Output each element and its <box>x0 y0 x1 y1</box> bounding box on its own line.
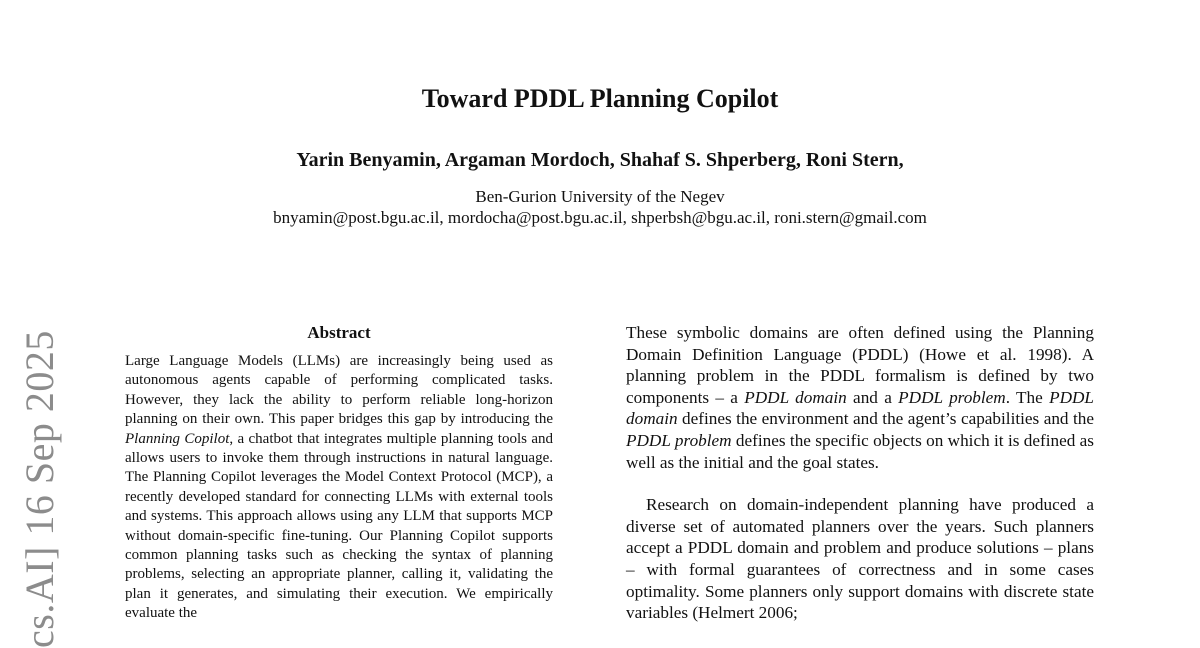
abstract-heading: Abstract <box>307 323 371 342</box>
abstract-text <box>125 352 553 624</box>
body-paragraph-2: Research on domain-independent planning have produced a diverse set of automated planners over the years. Such planners accept a PDDL domain and problem and produce solutions – plans – with formal guarantees of correctness and in some cases optimality. Some planners only support domains with discrete state variables (Helmert 2006; <box>626 495 1094 623</box>
abstract-emphasis: Planning Copilot <box>125 430 230 447</box>
emphasis: PDDL problem <box>898 387 1006 407</box>
left-column <box>125 322 553 624</box>
author-list: Yarin Benyamin, Argaman Mordoch, Shahaf S. Shperberg, Roni Stern, <box>296 149 904 171</box>
emphasis: PDDL domain <box>744 387 847 407</box>
text-run: defines the specific objects on which it is defined as well as the initial and the goal states. <box>626 430 1094 472</box>
abstract-text-part: , a chatbot that integrates multiple planning tools and allows users to invoke them through instructions in natural language. The Planning Copilot leverages the Model Context Protocol (MCP), a recently developed standard for connecting LLMs with external tools and systems. This approach allows using any LLM that supports MCP without domain-specific fine-tuning. Our Planning Copilot supports common planning tasks such as checking the syntax of planning problems, selecting an appropriate planner, calling it, validating the plan it generates, and simulating their execution. We empirically evaluate the <box>125 430 553 622</box>
paper-title: Toward PDDL Planning Copilot <box>421 84 779 113</box>
right-column <box>626 322 1094 624</box>
text-run: defines the environment and the agent’s capabilities and the <box>677 409 1094 429</box>
emphasis: PDDL domain <box>626 387 1094 429</box>
emphasis: PDDL problem <box>626 430 732 450</box>
text-run: These symbolic domains are often defined using the Planning Domain Definition Language (PDDL) (Howe et al. 1998). A planning problem in the PDDL formalism is defined by two components – a <box>626 323 1094 407</box>
affiliation-block <box>0 186 1200 228</box>
arxiv-stamp <box>16 330 72 648</box>
abstract-text-part: Large Language Models (LLMs) are increasingly being used as autonomous agents capable of performing complicated tasks. However, they lack the ability to perform reliable long-horizon planning on their own. This paper bridges this gap by introducing the <box>125 353 553 428</box>
author-emails: bnyamin@post.bgu.ac.il, mordocha@post.bgu.ac.il, shperbsh@bgu.ac.il, roni.stern@gmail.com <box>273 208 927 227</box>
arxiv-stamp-text: cs.AI] 16 Sep 2025 <box>17 330 62 648</box>
body-paragraph-1 <box>626 322 1094 473</box>
text-run: and a <box>846 387 899 407</box>
affiliation: Ben-Gurion University of the Negev <box>475 187 725 206</box>
text-run: . The <box>1005 387 1050 407</box>
